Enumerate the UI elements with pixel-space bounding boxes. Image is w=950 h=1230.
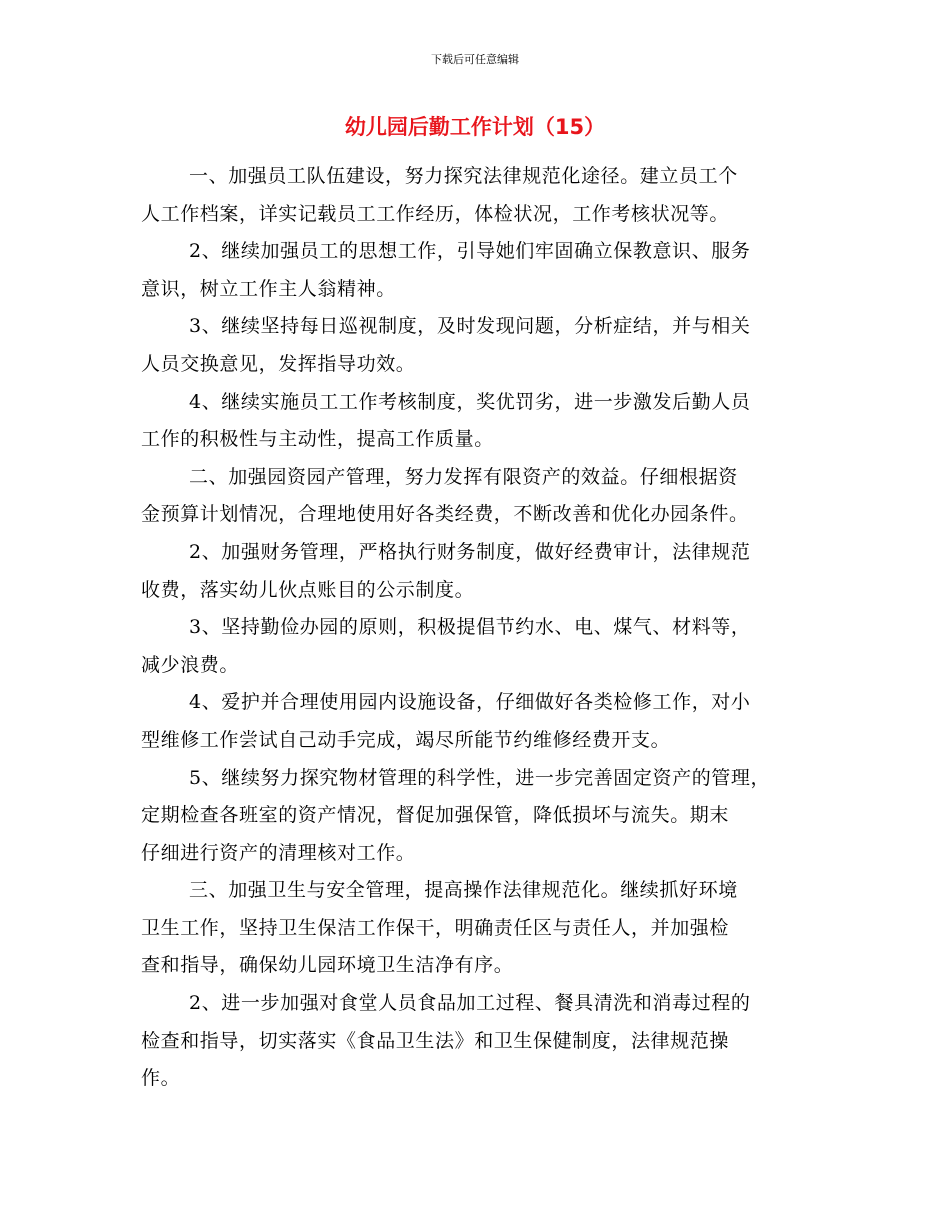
body-line: 人工作档案，详实记载员工工作经历，体检状况，工作考核状况等。 <box>141 202 730 225</box>
body-line: 3、继续坚持每日巡视制度，及时发现问题，分析症结，并与相关 <box>189 315 751 338</box>
body-line: 3、坚持勤俭办园的原则，积极提倡节约水、电、煤气、材料等， <box>189 616 751 639</box>
body-line: 2、进一步加强对食堂人员食品加工过程、餐具清洗和消毒过程的 <box>189 992 751 1015</box>
body-line: 4、继续实施员工工作考核制度，奖优罚劣，进一步激发后勤人员 <box>189 390 751 413</box>
body-line: 查和指导，确保幼儿园环境卫生洁净有序。 <box>141 954 514 977</box>
body-line: 金预算计划情况，合理地使用好各类经费，不断改善和优化办园条件。 <box>141 503 749 526</box>
document-body <box>141 158 811 1098</box>
body-line: 2、加强财务管理，严格执行财务制度，做好经费审计，法律规范 <box>189 540 751 563</box>
body-line: 人员交换意见，发挥指导功效。 <box>141 352 416 375</box>
body-line: 三、加强卫生与安全管理，提高操作法律规范化。继续抓好环境 <box>189 879 738 902</box>
body-line: 5、继续努力探究物材管理的科学性，进一步完善固定资产的管理， <box>189 766 771 789</box>
body-line: 意识，树立工作主人翁精神。 <box>141 277 396 300</box>
body-line: 作。 <box>141 1067 181 1090</box>
header-note: 下载后可任意编辑 <box>431 53 519 66</box>
body-line: 定期检查各班室的资产情况，督促加强保管，降低损坏与流失。期末 <box>141 804 730 827</box>
body-line: 检查和指导，切实落实《食品卫生法》和卫生保健制度，法律规范操 <box>141 1029 730 1052</box>
body-line: 仔细进行资产的清理核对工作。 <box>141 841 416 864</box>
body-line: 2、继续加强员工的思想工作，引导她们牢固确立保教意识、服务 <box>189 240 751 263</box>
body-line: 减少浪费。 <box>141 653 240 676</box>
body-line: 工作的积极性与主动性，提高工作质量。 <box>141 428 494 451</box>
body-line: 二、加强园资园产管理，努力发挥有限资产的效益。仔细根据资 <box>189 465 738 488</box>
body-line: 卫生工作，坚持卫生保洁工作保干，明确责任区与责任人，并加强检 <box>141 916 730 939</box>
document-title: 幼儿园后勤工作计划（15） <box>344 115 606 139</box>
body-line: 4、爱护并合理使用园内设施设备，仔细做好各类检修工作，对小 <box>189 691 751 714</box>
body-line: 收费，落实幼儿伙点账目的公示制度。 <box>141 578 475 601</box>
body-line: 型维修工作尝试自己动手完成，竭尽所能节约维修经费开支。 <box>141 728 671 751</box>
body-line: 一、加强员工队伍建设，努力探究法律规范化途径。建立员工个 <box>189 165 738 187</box>
